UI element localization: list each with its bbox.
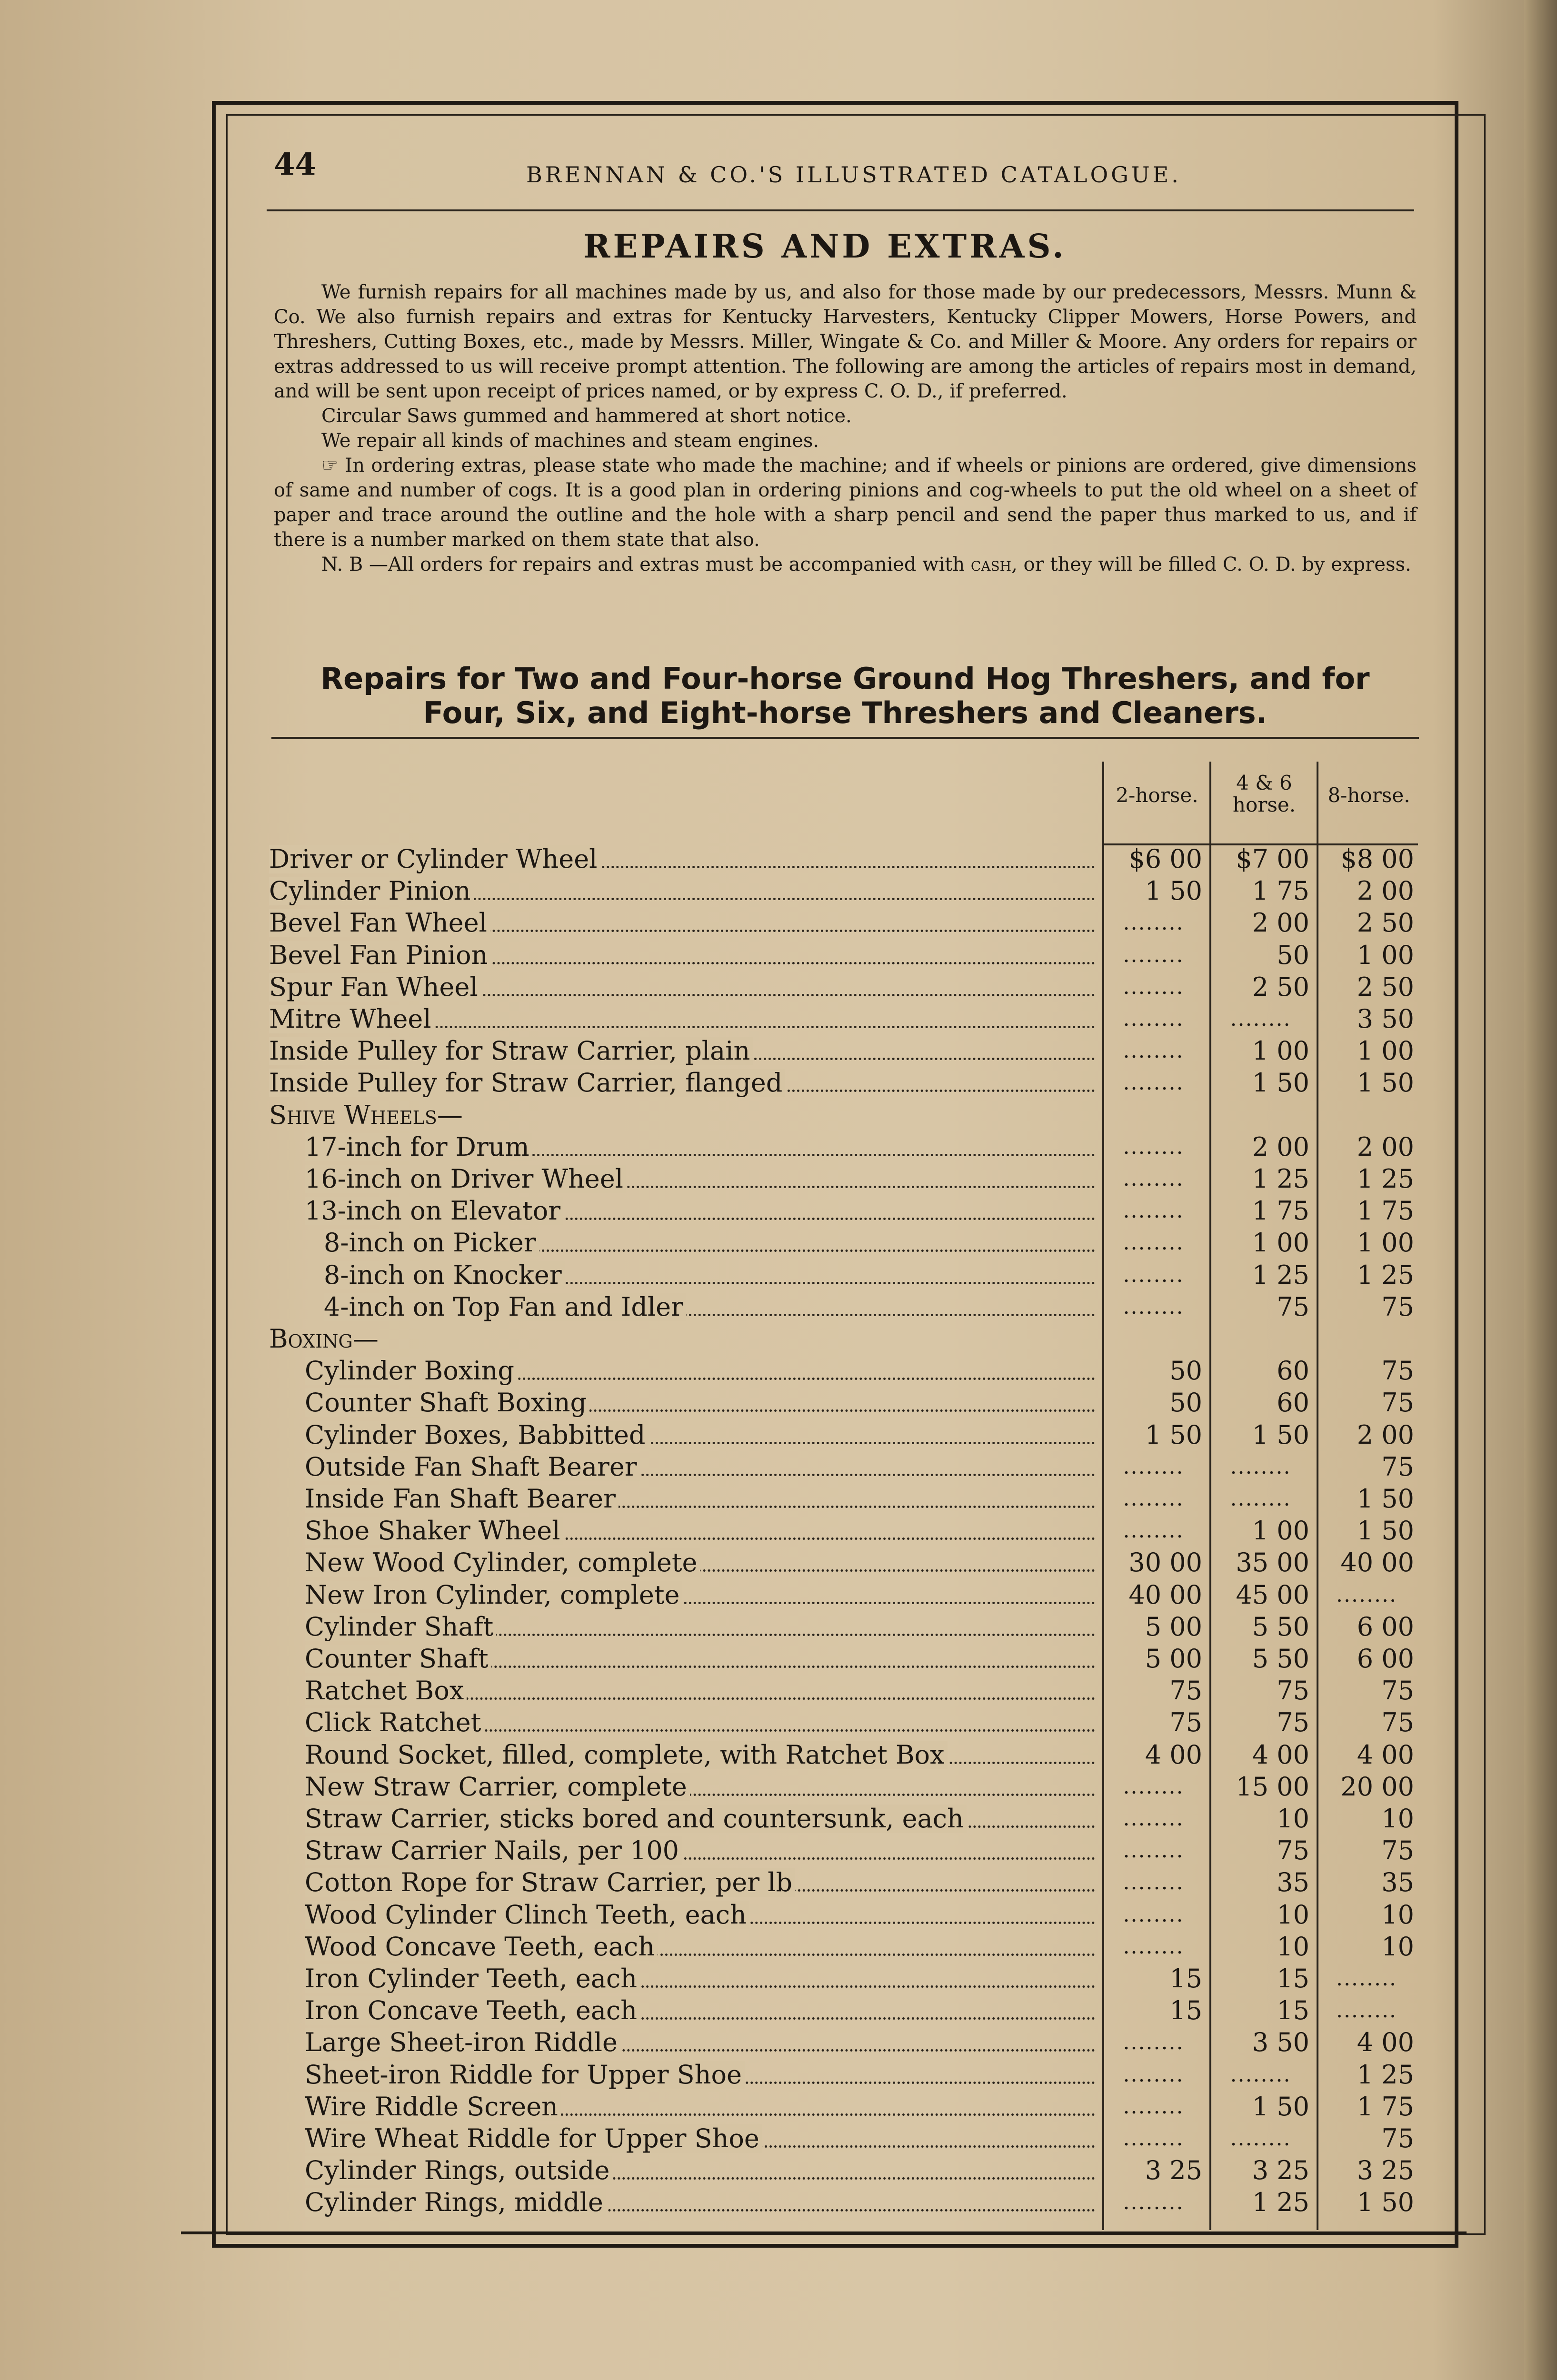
price-cell: 1 75 (1357, 1196, 1414, 1226)
table-row-label (305, 2061, 1095, 2089)
price-cell: 1 50 (1252, 2092, 1309, 2122)
empty-price-cell: ........ (1123, 943, 1184, 967)
empty-price-cell: ........ (1123, 2126, 1184, 2151)
empty-price-cell: ........ (1123, 1295, 1184, 1319)
table-row-label (269, 1069, 1095, 1097)
table-row-label (305, 1548, 1095, 1577)
empty-price-cell: ........ (1123, 975, 1184, 999)
table-row-label (305, 2188, 1095, 2217)
empty-price-cell: ........ (1123, 1167, 1184, 1191)
table-row-label (305, 1133, 1095, 1161)
column-rule (1209, 762, 1211, 2230)
price-cell: 15 (1169, 1964, 1202, 1993)
price-cell: 4 00 (1357, 2027, 1414, 2057)
row-label-text: Outside Fan Shaft Bearer (305, 1453, 640, 1481)
row-label-text: Bevel Fan Wheel (269, 909, 490, 937)
price-cell: 75 (1277, 1707, 1309, 1737)
table-row-label (305, 1773, 1095, 1801)
price-cell: 75 (1381, 2123, 1414, 2153)
column-header-4-6-horse: 4 & 6 horse. (1232, 771, 1296, 816)
price-cell: 1 75 (1252, 1196, 1309, 1226)
row-label-text: Wire Wheat Riddle for Upper Shoe (305, 2124, 762, 2153)
empty-price-cell: ........ (1123, 1838, 1184, 1863)
empty-price-cell: ........ (1123, 1071, 1184, 1095)
row-label-text: Counter Shaft (305, 1645, 491, 1673)
column-rule (1102, 762, 1104, 2230)
table-row-label (305, 1805, 1095, 1833)
table-row-label (269, 1037, 1095, 1065)
empty-price-cell: ........ (1123, 911, 1184, 935)
table-row-label (305, 2156, 1095, 2185)
price-cell: 2 00 (1252, 908, 1309, 938)
table-row-label (305, 1741, 1095, 1769)
price-cell: 10 (1381, 1900, 1414, 1930)
empty-price-cell: ........ (1123, 1039, 1184, 1063)
empty-price-cell: ........ (1123, 1806, 1184, 1831)
empty-price-cell: ........ (1123, 1487, 1184, 1511)
price-cell: 50 (1277, 940, 1309, 970)
price-cell: 4 00 (1252, 1740, 1309, 1770)
row-label-text: Straw Carrier, sticks bored and countersunk, each (305, 1805, 967, 1833)
table-row-label (305, 1165, 1095, 1193)
empty-price-cell: ........ (1230, 2063, 1291, 2087)
price-cell: 10 (1277, 1804, 1309, 1834)
empty-price-cell: ........ (1123, 2030, 1184, 2054)
price-cell: 75 (1381, 1452, 1414, 1482)
price-cell: 75 (1277, 1676, 1309, 1706)
price-cell: 2 50 (1357, 972, 1414, 1002)
row-label-text: New Straw Carrier, complete (305, 1773, 690, 1801)
price-cell: 15 (1169, 1995, 1202, 2025)
table-row-label (305, 2092, 1095, 2121)
row-label-text: 8-inch on Knocker (324, 1261, 565, 1289)
price-cell: 3 25 (1145, 2155, 1202, 2185)
price-cell: 2 50 (1252, 972, 1309, 1002)
price-cell: 1 00 (1252, 1516, 1309, 1546)
row-label-text: Wood Cylinder Clinch Teeth, each (305, 1901, 749, 1929)
row-label-text: Spur Fan Wheel (269, 973, 481, 1002)
price-cell: 5 50 (1252, 1644, 1309, 1674)
price-cell: 10 (1381, 1932, 1414, 1962)
intro-paragraph: ☞ In ordering extras, please state who made the machine; and if wheels or pinions are ordered, give dimensions of same and number of cogs. It is a good plan in ordering pinions and cog-wheels to put the old wheel on a sheet of paper and trace around the outline and the hole with a sharp pencil and send the paper thus marked to us, and if there is a number marked on them state that also. (274, 455, 1417, 551)
price-cell: 60 (1277, 1356, 1309, 1386)
empty-price-cell: ........ (1123, 1007, 1184, 1031)
table-row-label (305, 1933, 1095, 1961)
price-cell: 3 50 (1252, 2027, 1309, 2057)
table-row-label (269, 941, 1095, 970)
price-cell: 15 (1277, 1964, 1309, 1993)
empty-price-cell: ........ (1123, 1135, 1184, 1159)
table-row-label (305, 1421, 1095, 1449)
table-row-label (305, 1708, 1095, 1737)
price-cell: 6 00 (1357, 1612, 1414, 1642)
price-cell: 5 00 (1145, 1644, 1202, 1674)
table-row-label (305, 1836, 1095, 1865)
price-cell: 1 25 (1357, 2060, 1414, 2090)
section-rule (271, 737, 1419, 739)
empty-price-cell: ........ (1336, 1583, 1397, 1607)
empty-price-cell: ........ (1123, 1199, 1184, 1223)
empty-price-cell: ........ (1123, 1934, 1184, 1959)
row-label-text: Cylinder Shaft (305, 1613, 496, 1641)
table-row-label (305, 1485, 1095, 1513)
price-cell: 3 25 (1252, 2155, 1309, 2185)
table-row-label (269, 1005, 1095, 1033)
row-label-text: 8-inch on Picker (324, 1229, 539, 1257)
row-label-text: Wood Concave Teeth, each (305, 1933, 658, 1961)
price-cell: 5 50 (1252, 1612, 1309, 1642)
price-cell: 1 50 (1145, 1420, 1202, 1450)
table-row-label (269, 877, 1095, 905)
price-cell: 60 (1277, 1388, 1309, 1418)
price-cell: 3 25 (1357, 2155, 1414, 2185)
row-label-text: Wire Riddle Screen (305, 2092, 561, 2121)
empty-price-cell: ........ (1123, 1263, 1184, 1287)
empty-price-cell: ........ (1123, 2190, 1184, 2214)
price-cell: 1 50 (1252, 1420, 1309, 1450)
row-label-text: New Iron Cylinder, complete (305, 1581, 682, 1609)
table-row-label (324, 1261, 1095, 1289)
column-rule (1317, 762, 1318, 2230)
price-cell: 2 00 (1252, 1132, 1309, 1162)
price-cell: 1 00 (1252, 1228, 1309, 1258)
table-row-label (305, 1868, 1095, 1897)
intro-paragraph: We repair all kinds of machines and steam engines. (321, 430, 819, 452)
table-row-label (305, 2124, 1095, 2153)
row-label-text: Iron Cylinder Teeth, each (305, 1964, 640, 1993)
price-cell: 2 50 (1357, 908, 1414, 938)
price-cell: 75 (1381, 1676, 1414, 1706)
row-label-text: Bevel Fan Pinion (269, 941, 490, 970)
row-label-text: 17-inch for Drum (305, 1133, 532, 1161)
table-row-label (305, 1676, 1095, 1705)
row-label-text: 13-inch on Elevator (305, 1197, 563, 1225)
price-cell: 75 (1381, 1388, 1414, 1418)
price-cell: 75 (1169, 1676, 1202, 1706)
price-cell: 75 (1381, 1707, 1414, 1737)
price-cell: 75 (1381, 1292, 1414, 1322)
price-cell: 50 (1169, 1356, 1202, 1386)
table-row-label (305, 1996, 1095, 2025)
price-cell: 40 00 (1340, 1547, 1414, 1577)
row-label-text: Sheet-iron Riddle for Upper Shoe (305, 2061, 745, 2089)
empty-price-cell: ........ (1336, 1998, 1397, 2023)
price-cell: 35 (1277, 1867, 1309, 1897)
empty-price-cell: ........ (1230, 1487, 1291, 1511)
section-title: Repairs for Two and Four-horse Ground Hog Threshers, and for Four, Six, and Eight-horse Threshers and Cleaners. (320, 661, 1370, 730)
row-label-text: Cylinder Rings, middle (305, 2188, 606, 2217)
table-section-heading: Boxing— (269, 1325, 379, 1353)
price-cell: 1 50 (1357, 1516, 1414, 1546)
price-cell: 35 00 (1236, 1547, 1309, 1577)
price-cell: 40 00 (1128, 1580, 1202, 1610)
empty-price-cell: ........ (1123, 1775, 1184, 1799)
row-label-text: 4-inch on Top Fan and Idler (324, 1293, 686, 1321)
empty-price-cell: ........ (1123, 1903, 1184, 1927)
table-row-label (305, 1357, 1095, 1385)
table-row-label (305, 1453, 1095, 1481)
row-label-text: Inside Pulley for Straw Carrier, flanged (269, 1069, 785, 1097)
price-cell: 4 00 (1357, 1740, 1414, 1770)
empty-price-cell: ........ (1123, 1518, 1184, 1543)
price-cell: 5 00 (1145, 1612, 1202, 1642)
price-cell: 1 00 (1357, 940, 1414, 970)
table-row-label (305, 2028, 1095, 2057)
empty-price-cell: ........ (1123, 2094, 1184, 2119)
price-cell: 75 (1277, 1835, 1309, 1865)
empty-price-cell: ........ (1230, 1455, 1291, 1479)
price-cell: 1 25 (1357, 1164, 1414, 1194)
table-row-label (305, 1613, 1095, 1641)
intro-paragraph: N. B —All orders for repairs and extras must be accompanied with cash, or they will be filled C. O. D. by express. (321, 554, 1411, 575)
price-cell: 1 50 (1145, 876, 1202, 906)
price-cell: 30 00 (1128, 1547, 1202, 1577)
row-label-text: Cylinder Pinion (269, 877, 474, 905)
empty-price-cell: ........ (1123, 2063, 1184, 2087)
table-row-label (269, 973, 1095, 1002)
price-cell: 2 00 (1357, 1132, 1414, 1162)
running-head: BRENNAN & CO.'S ILLUSTRATED CATALOGUE. (526, 162, 1181, 188)
table-row-label (324, 1229, 1095, 1257)
price-cell: 10 (1381, 1804, 1414, 1834)
header-rule (267, 209, 1414, 211)
price-cell: $8 00 (1340, 844, 1414, 874)
row-label-text: Cylinder Boxes, Babbitted (305, 1421, 649, 1449)
column-header-8-horse: 8-horse. (1327, 783, 1410, 807)
table-row-label (305, 1197, 1095, 1225)
price-cell: 75 (1169, 1707, 1202, 1737)
price-cell: 1 75 (1252, 876, 1309, 906)
table-row-label (305, 1901, 1095, 1929)
empty-price-cell: ........ (1336, 1966, 1397, 1991)
price-cell: 1 50 (1357, 2187, 1414, 2217)
price-cell: 1 25 (1252, 1164, 1309, 1194)
price-cell: 1 00 (1357, 1228, 1414, 1258)
price-cell: 4 00 (1145, 1740, 1202, 1770)
page-edge (1524, 0, 1557, 2380)
empty-price-cell: ........ (1230, 2126, 1291, 2151)
intro-paragraph: We furnish repairs for all machines made by us, and also for those made by our predecessors, Messrs. Munn & Co. We also furnish repairs and extras for Kentucky Harvesters, Kentucky Clipper Mowers, Horse Powers, and Threshers, Cutting Boxes, etc., made by Messrs. Miller, Wingate & Co. and Miller & Moore. Any orders for repairs or extras addressed to us will receive prompt attention. The following are among the articles of repairs most in demand, and will be sent upon receipt of prices named, or by express C. O. D., if preferred. (274, 281, 1417, 402)
row-label-text: Inside Fan Shaft Bearer (305, 1485, 619, 1513)
price-cell: 1 00 (1252, 1036, 1309, 1066)
intro-text (274, 280, 1417, 577)
price-cell: 1 50 (1357, 1484, 1414, 1514)
price-cell: 15 (1277, 1995, 1309, 2025)
price-cell: $6 00 (1128, 844, 1202, 874)
empty-price-cell: ........ (1123, 1870, 1184, 1894)
empty-price-cell: ........ (1123, 1455, 1184, 1479)
row-label-text: 16-inch on Driver Wheel (305, 1165, 626, 1193)
row-label-text: Large Sheet-iron Riddle (305, 2028, 620, 2057)
row-label-text: Cotton Rope for Straw Carrier, per lb (305, 1868, 795, 1897)
table-row-label (324, 1293, 1095, 1321)
bottom-rule (181, 2231, 1467, 2234)
row-label-text: Cylinder Boxing (305, 1357, 517, 1385)
price-cell: 20 00 (1340, 1772, 1414, 1802)
table-row-label (305, 1517, 1095, 1545)
price-cell: 1 50 (1357, 1068, 1414, 1098)
price-cell: 2 00 (1357, 1420, 1414, 1450)
table-row-label (305, 1388, 1095, 1417)
price-cell: $7 00 (1236, 844, 1309, 874)
price-cell: 1 25 (1252, 1260, 1309, 1290)
page-number: 44 (274, 147, 317, 182)
price-cell: 1 25 (1357, 1260, 1414, 1290)
price-cell: 1 25 (1252, 2187, 1309, 2217)
price-cell: 10 (1277, 1900, 1309, 1930)
price-cell: 75 (1381, 1835, 1414, 1865)
pointing-hand-icon: ☞ (321, 455, 339, 476)
price-cell: 6 00 (1357, 1644, 1414, 1674)
row-label-text: Counter Shaft Boxing (305, 1388, 589, 1417)
table-row-label (305, 1645, 1095, 1673)
price-cell: 1 75 (1357, 2092, 1414, 2122)
table-section-heading: Shive Wheels— (269, 1101, 463, 1130)
price-cell: 50 (1169, 1388, 1202, 1418)
row-label-text: Round Socket, filled, complete, with Ratchet Box (305, 1741, 948, 1769)
table-row-label (305, 1964, 1095, 1993)
row-label-text: Shoe Shaker Wheel (305, 1517, 563, 1545)
column-header-2-horse: 2-horse. (1116, 783, 1198, 807)
price-cell: 2 00 (1357, 876, 1414, 906)
row-label-text: Click Ratchet (305, 1708, 484, 1737)
empty-price-cell: ........ (1230, 1007, 1291, 1031)
price-cell: 45 00 (1236, 1580, 1309, 1610)
price-cell: 10 (1277, 1932, 1309, 1962)
table-row-label (305, 1581, 1095, 1609)
price-cell: 75 (1277, 1292, 1309, 1322)
price-cell: 35 (1381, 1867, 1414, 1897)
price-cell: 15 00 (1236, 1772, 1309, 1802)
price-cell: 75 (1381, 1356, 1414, 1386)
row-label-text: Iron Concave Teeth, each (305, 1996, 640, 2025)
price-cell: 3 50 (1357, 1004, 1414, 1034)
row-label-text: Driver or Cylinder Wheel (269, 845, 600, 873)
price-cell: 1 00 (1357, 1036, 1414, 1066)
row-label-text: Mitre Wheel (269, 1005, 434, 1033)
row-label-text: Cylinder Rings, outside (305, 2156, 612, 2185)
intro-paragraph: Circular Saws gummed and hammered at short notice. (321, 405, 852, 427)
row-label-text: Inside Pulley for Straw Carrier, plain (269, 1037, 753, 1065)
row-label-text: Straw Carrier Nails, per 100 (305, 1836, 682, 1865)
row-label-text: New Wood Cylinder, complete (305, 1548, 700, 1577)
empty-price-cell: ........ (1123, 1230, 1184, 1255)
page-title: REPAIRS AND EXTRAS. (583, 228, 1067, 266)
table-row-label (269, 909, 1095, 937)
row-label-text: Ratchet Box (305, 1676, 467, 1705)
table-row-label (269, 845, 1095, 873)
price-cell: 1 50 (1252, 1068, 1309, 1098)
